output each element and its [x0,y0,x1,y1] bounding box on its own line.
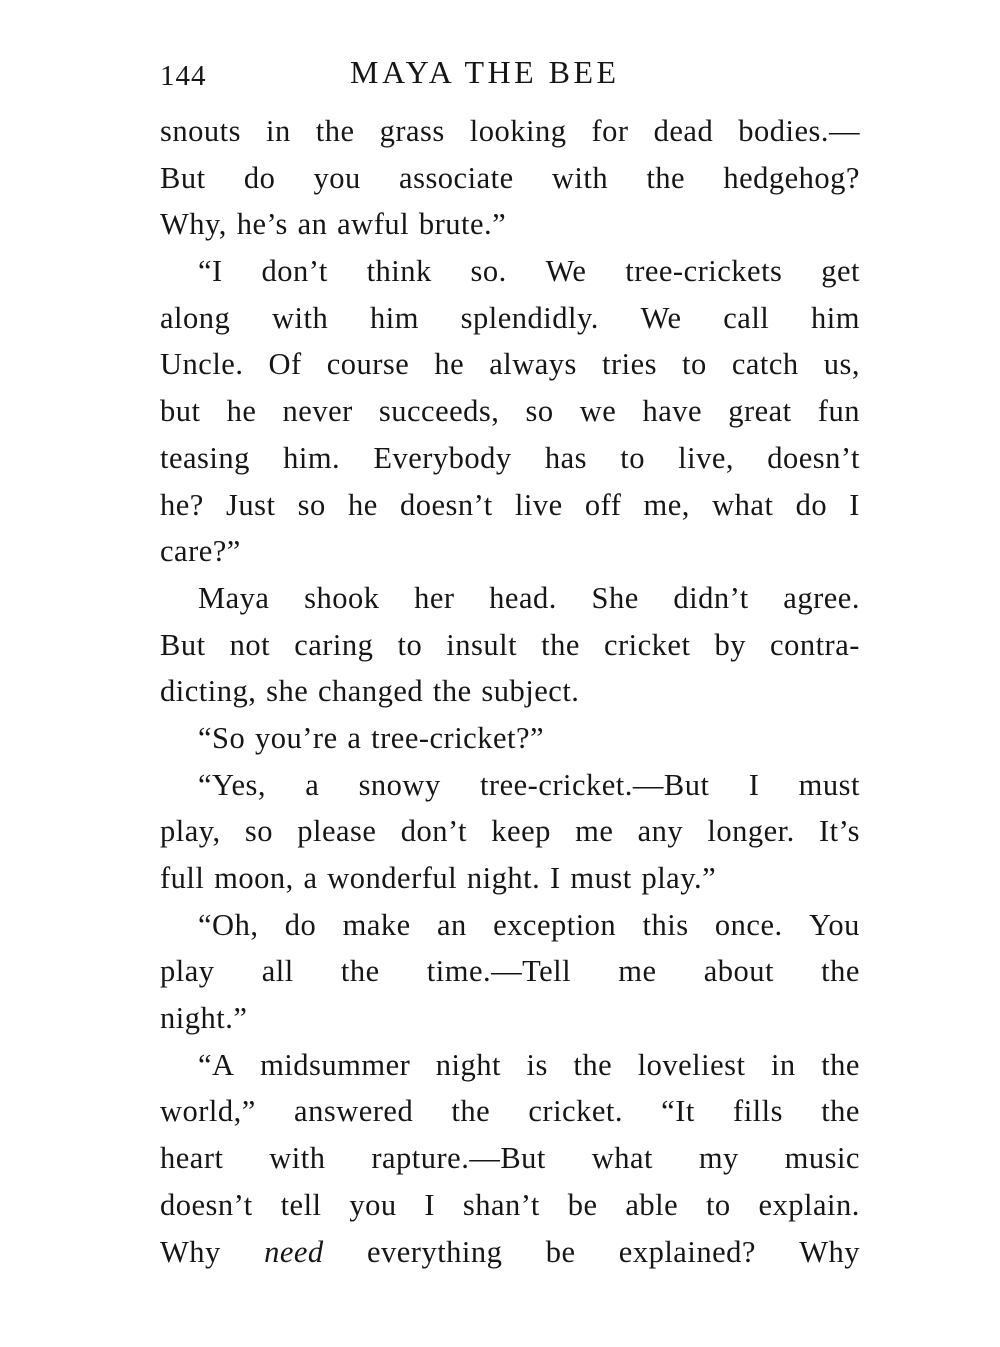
body-text [160,108,860,1275]
text-line: Maya shook her head. She didn’t agree. [198,580,860,615]
text-line: “I don’t think so. We tree-crickets get [198,254,860,289]
text-line: play all the time.—Tell me about the [160,954,860,989]
text-line: night.” [160,1001,248,1036]
text-line: along with him splendidly. We call him [160,300,860,335]
text-line: But not caring to insult the cricket by contra- [160,627,860,662]
page-header [160,48,860,98]
text-line: dicting, she changed the subject. [160,674,580,709]
text-line: “Oh, do make an exception this once. You [198,907,860,942]
text-line: play, so please don’t keep me any longer. It’s [160,814,860,849]
text-line: but he never succeeds, so we have great fun [160,394,860,429]
running-title: MAYA THE BEE [350,54,620,90]
text-line: he? Just so he doesn’t live off me, what do I [160,487,860,522]
text-line: “A midsummer night is the loveliest in the [198,1047,860,1082]
text-line: Why, he’s an awful brute.” [160,207,507,242]
page-number: 144 [160,60,207,92]
text-line: heart with rapture.—But what my music [160,1141,860,1176]
text-line: “So you’re a tree-cricket?” [198,720,545,755]
text-line: Uncle. Of course he always tries to catch us, [160,347,860,382]
text-line: “Yes, a snowy tree-cricket.—But I must [198,767,860,802]
text-line: full moon, a wonderful night. I must play.” [160,861,717,895]
text-line: teasing him. Everybody has to live, doesn’t [160,440,860,475]
text-line: world,” answered the cricket. “It fills the [160,1094,860,1129]
text-line: care?” [160,534,241,569]
text-line: snouts in the grass looking for dead bodies.— [160,114,860,148]
text-line: doesn’t tell you I shan’t be able to explain. [160,1187,860,1222]
text-line: But do you associate with the hedgehog? [160,160,860,195]
text-line: Why need everything be explained? Why [160,1234,860,1269]
